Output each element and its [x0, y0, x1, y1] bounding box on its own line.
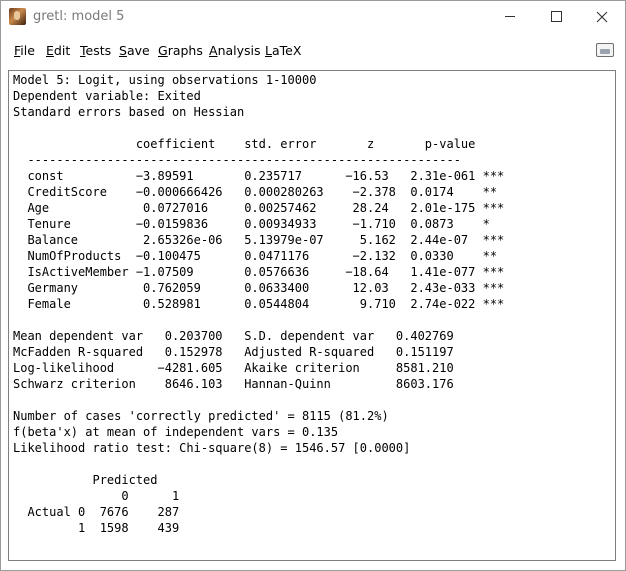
output-line: Mean dependent var 0.203700 S.D. dependent var 0.402769: [13, 329, 454, 343]
output-line: 0 1: [13, 489, 180, 503]
output-line: const −3.89591 0.235717 −16.53 2.31e-061 ***: [13, 169, 505, 183]
output-line: Number of cases 'correctly predicted' = 8115 (81.2%): [13, 409, 389, 423]
menu-edit[interactable]: Edit: [46, 43, 71, 58]
output-line: IsActiveMember −1.07509 0.0576636 −18.64 1.41e-077 ***: [13, 265, 505, 279]
output-line: f(beta'x) at mean of independent vars = 0.135: [13, 425, 339, 439]
output-line: 1 1598 439: [13, 521, 180, 535]
title-bar[interactable]: [1, 1, 625, 32]
output-line: coefficient std. error z p-value: [13, 137, 476, 151]
menu-file[interactable]: File: [14, 43, 35, 58]
gretl-app-icon[interactable]: [9, 8, 26, 25]
output-line: Age 0.0727016 0.00257462 28.24 2.01e-175 ***: [13, 201, 505, 215]
maximize-icon: [551, 11, 562, 22]
output-line: Balance 2.65326e-06 5.13979e-07 5.162 2.44e-07 ***: [13, 233, 505, 247]
menu-bar: [1, 37, 625, 63]
output-line: McFadden R-squared 0.152978 Adjusted R-squared 0.151197: [13, 345, 454, 359]
output-line: NumOfProducts −0.100475 0.0471176 −2.132 0.0330 **: [13, 249, 498, 263]
output-line: ------------------------------------------------------------: [13, 153, 461, 167]
maximize-button[interactable]: [533, 1, 579, 32]
output-line: Female 0.528981 0.0544804 9.710 2.74e-022 ***: [13, 297, 505, 311]
menu-save[interactable]: Save: [119, 43, 150, 58]
save-toolbar-button[interactable]: [596, 41, 614, 57]
output-line: Germany 0.762059 0.0633400 12.03 2.43e-033 ***: [13, 281, 505, 295]
output-line: Schwarz criterion 8646.103 Hannan-Quinn 8603.176: [13, 377, 454, 391]
output-line: CreditScore −0.000666426 0.000280263 −2.378 0.0174 **: [13, 185, 498, 199]
output-line: Actual 0 7676 287: [13, 505, 180, 519]
minimize-button[interactable]: [487, 1, 533, 32]
output-line: Log-likelihood −4281.605 Akaike criterion 8581.210: [13, 361, 454, 375]
minimize-icon: [505, 16, 515, 17]
menu-analysis[interactable]: Analysis: [209, 43, 261, 58]
output-line: Standard errors based on Hessian: [13, 105, 245, 119]
model-output-text[interactable]: [8, 70, 616, 561]
close-button[interactable]: [579, 1, 625, 32]
window-title: gretl: model 5: [33, 9, 125, 24]
menu-latex[interactable]: LaTeX: [265, 43, 302, 58]
output-line: Likelihood ratio test: Chi-square(8) = 1546.57 [0.0000]: [13, 441, 411, 455]
output-line: Tenure −0.0159836 0.00934933 −1.710 0.0873 *: [13, 217, 490, 231]
menu-graphs[interactable]: Graphs: [158, 43, 203, 58]
output-line: Predicted: [13, 473, 158, 487]
output-line: Dependent variable: Exited: [13, 89, 201, 103]
output-line: Model 5: Logit, using observations 1-10000: [13, 73, 317, 87]
close-icon: [596, 11, 608, 23]
save-icon: [596, 43, 614, 57]
menu-tests[interactable]: Tests: [80, 43, 112, 58]
